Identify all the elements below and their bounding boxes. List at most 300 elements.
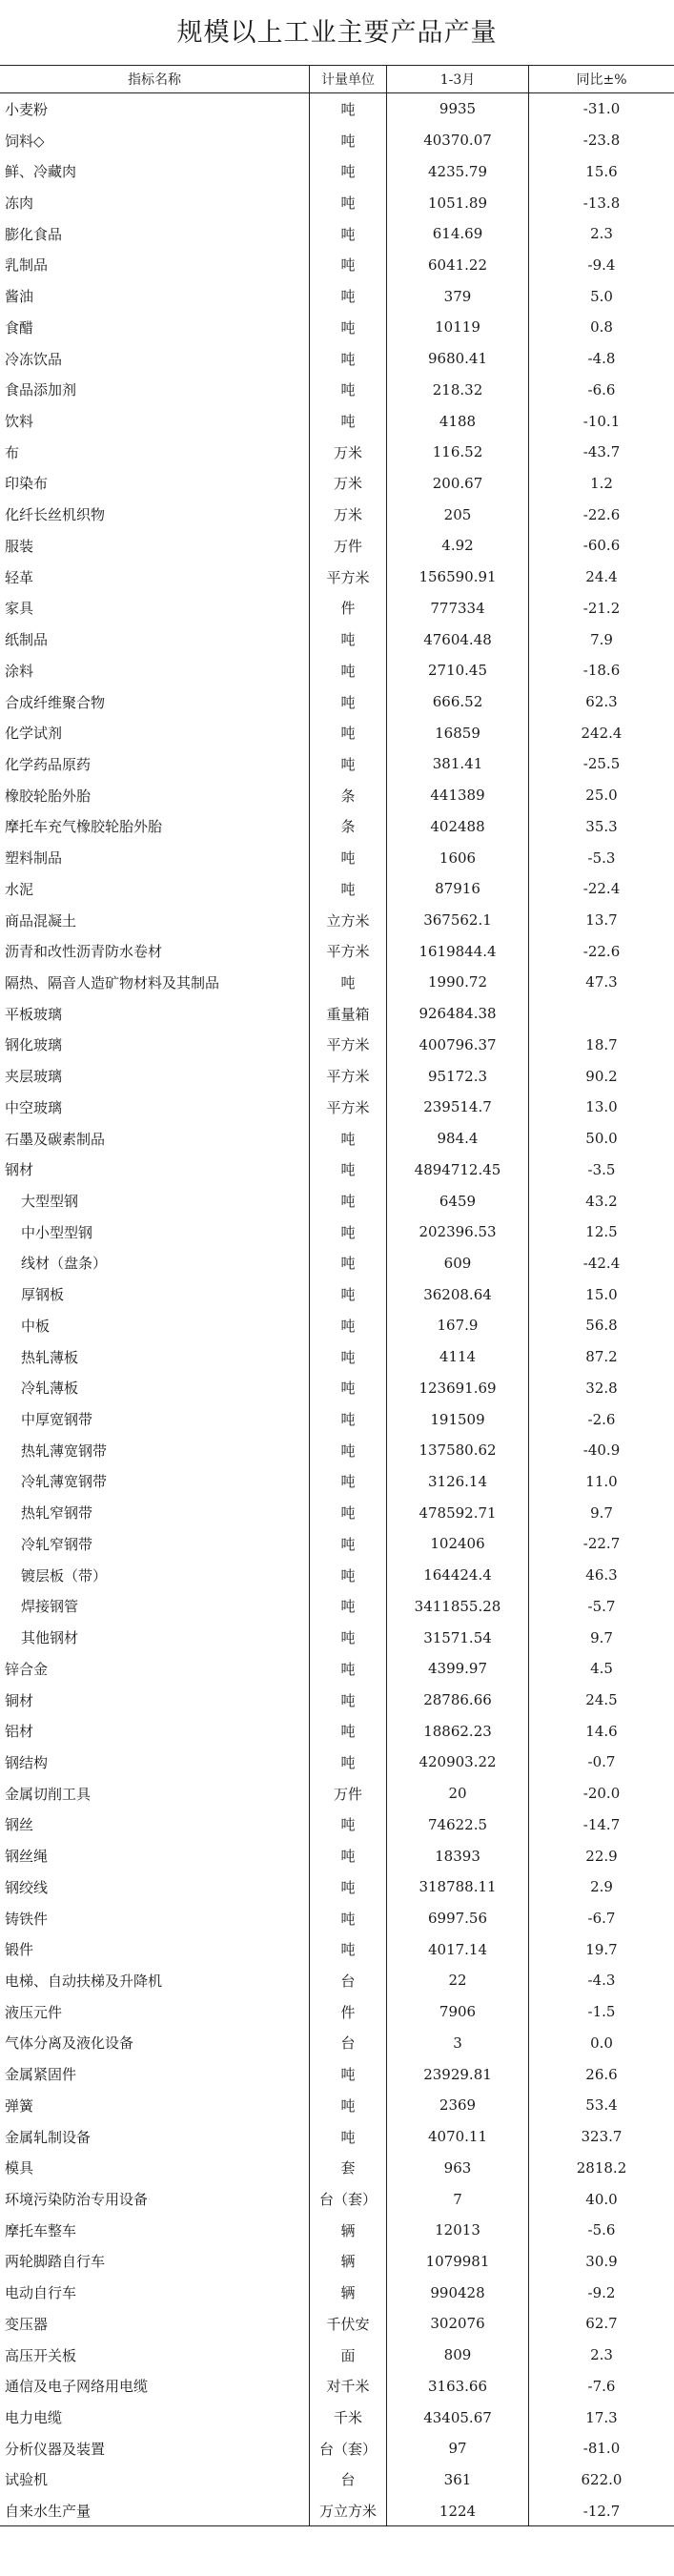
row-name: 铸铁件 <box>5 1910 49 1928</box>
table-bottom-rule <box>0 2525 674 2526</box>
row-unit: 吨 <box>309 1560 387 1591</box>
row-name: 液压元件 <box>5 2003 63 2021</box>
table-row <box>0 1871 674 1903</box>
header-unit: 计量单位 <box>309 66 387 92</box>
row-unit: 重量箱 <box>309 998 387 1030</box>
row-name: 纸制品 <box>5 631 49 649</box>
table-row <box>0 1466 674 1498</box>
row-yoy: 2.3 <box>590 225 613 243</box>
table-row <box>0 1497 674 1528</box>
row-yoy: -4.3 <box>587 1972 616 1990</box>
row-unit: 吨 <box>309 2121 387 2153</box>
row-unit: 吨 <box>309 1310 387 1341</box>
row-value: 123691.69 <box>387 1372 529 1403</box>
table-row <box>0 1965 674 1996</box>
row-yoy: -1.5 <box>587 2003 616 2021</box>
row-yoy: 0.0 <box>590 2034 613 2052</box>
row-name: 气体分离及液化设备 <box>5 2034 134 2053</box>
row-yoy: -9.2 <box>587 2283 616 2301</box>
table-row <box>0 405 674 437</box>
row-unit: 辆 <box>309 2277 387 2308</box>
row-value: 1606 <box>387 842 529 873</box>
table-row <box>0 1715 674 1747</box>
table-row <box>0 1278 674 1310</box>
row-unit: 辆 <box>309 2215 387 2246</box>
row-value: 9935 <box>387 93 529 125</box>
row-unit: 吨 <box>309 1653 387 1685</box>
row-value: 1224 <box>387 2495 529 2526</box>
row-name: 锻件 <box>5 1941 34 1959</box>
row-value: 102406 <box>387 1528 529 1560</box>
table-row <box>0 2464 674 2496</box>
row-unit: 吨 <box>309 1933 387 1965</box>
row-unit: 吨 <box>309 2058 387 2090</box>
header-yoy: 同比±% <box>576 72 627 88</box>
row-yoy: -25.5 <box>582 755 621 773</box>
row-value: 609 <box>387 1248 529 1279</box>
table-row <box>0 811 674 843</box>
row-value: 3411855.28 <box>387 1591 529 1623</box>
row-value: 4017.14 <box>387 1933 529 1965</box>
row-yoy: 17.3 <box>585 2408 618 2426</box>
row-yoy: -5.7 <box>587 1597 616 1615</box>
table-row <box>0 312 674 343</box>
row-unit: 吨 <box>309 343 387 375</box>
table-row <box>0 967 674 998</box>
row-unit: 吨 <box>309 374 387 405</box>
row-unit: 吨 <box>309 187 387 218</box>
row-unit: 吨 <box>309 1809 387 1841</box>
row-unit: 吨 <box>309 1185 387 1216</box>
row-unit: 吨 <box>309 1372 387 1403</box>
row-unit: 吨 <box>309 748 387 780</box>
table-row <box>0 1185 674 1216</box>
row-value: 990428 <box>387 2277 529 2308</box>
row-name: 厚钢板 <box>21 1286 65 1304</box>
table-row <box>0 905 674 936</box>
row-name: 热轧薄板 <box>21 1348 79 1366</box>
table-row <box>0 1030 674 1061</box>
row-value: 87916 <box>387 873 529 905</box>
row-name: 化纤长丝机织物 <box>5 506 106 524</box>
row-name: 钢化玻璃 <box>5 1036 63 1054</box>
table-row <box>0 1809 674 1841</box>
row-unit: 吨 <box>309 155 387 187</box>
row-unit: 吨 <box>309 1715 387 1747</box>
row-unit: 件 <box>309 593 387 624</box>
row-name: 中小型型钢 <box>21 1223 93 1241</box>
row-yoy: 50.0 <box>585 1130 618 1148</box>
row-unit: 件 <box>309 1996 387 2028</box>
row-unit: 吨 <box>309 1216 387 1248</box>
table-row <box>0 593 674 624</box>
row-name: 轻革 <box>5 568 34 586</box>
table-row <box>0 1560 674 1591</box>
row-yoy: -22.4 <box>582 880 621 898</box>
row-unit: 套 <box>309 2152 387 2183</box>
row-yoy: -5.3 <box>587 848 616 867</box>
row-value: 614.69 <box>387 218 529 250</box>
row-name: 食品添加剂 <box>5 381 77 399</box>
page-title: 规模以上工业主要产品产量 <box>176 18 498 48</box>
row-unit: 吨 <box>309 624 387 655</box>
row-value: 1051.89 <box>387 187 529 218</box>
table-row <box>0 1622 674 1653</box>
row-value: 22 <box>387 1965 529 1996</box>
row-unit: 万件 <box>309 1778 387 1809</box>
row-yoy: 18.7 <box>585 1035 618 1053</box>
row-name: 两轮脚踏自行车 <box>5 2253 106 2271</box>
table-row <box>0 2246 674 2278</box>
row-unit: 对千米 <box>309 2370 387 2402</box>
row-yoy: 19.7 <box>585 1940 618 1958</box>
row-yoy: -9.4 <box>587 256 616 274</box>
row-name: 钢丝 <box>5 1816 34 1834</box>
row-value: 809 <box>387 2340 529 2371</box>
table-row <box>0 2121 674 2153</box>
table-row <box>0 624 674 655</box>
row-yoy: 15.0 <box>585 1285 618 1303</box>
row-unit: 吨 <box>309 1341 387 1373</box>
row-value: 9680.41 <box>387 343 529 375</box>
row-value: 4894712.45 <box>387 1154 529 1185</box>
row-name: 焊接钢管 <box>21 1598 79 1616</box>
row-unit: 立方米 <box>309 905 387 936</box>
row-value: 31571.54 <box>387 1622 529 1653</box>
row-name: 摩托车充气橡胶轮胎外胎 <box>5 818 163 836</box>
row-unit: 吨 <box>309 218 387 250</box>
row-name: 家具 <box>5 600 34 618</box>
row-value: 4070.11 <box>387 2121 529 2153</box>
table-row <box>0 1747 674 1778</box>
row-unit: 吨 <box>309 93 387 125</box>
row-value: 40370.07 <box>387 125 529 156</box>
row-name: 中板 <box>21 1317 51 1335</box>
row-yoy: -43.7 <box>582 443 621 461</box>
row-yoy: -22.6 <box>582 505 621 523</box>
row-value: 36208.64 <box>387 1278 529 1310</box>
row-unit: 吨 <box>309 1903 387 1934</box>
row-yoy: -81.0 <box>582 2440 621 2458</box>
row-name: 电动自行车 <box>5 2284 77 2302</box>
table-row <box>0 1528 674 1560</box>
row-name: 印染布 <box>5 475 49 493</box>
row-yoy: -4.8 <box>587 350 616 368</box>
row-value: 402488 <box>387 811 529 843</box>
row-value: 379 <box>387 280 529 312</box>
row-yoy: 43.2 <box>585 1192 618 1210</box>
table-row <box>0 1216 674 1248</box>
row-unit: 面 <box>309 2340 387 2371</box>
row-name: 通信及电子网络用电缆 <box>5 2378 149 2396</box>
table-row <box>0 2058 674 2090</box>
row-yoy: 9.7 <box>590 1628 613 1646</box>
row-name: 金属轧制设备 <box>5 2128 92 2146</box>
table-row <box>0 2340 674 2371</box>
row-value: 4399.97 <box>387 1653 529 1685</box>
table-row <box>0 1123 674 1155</box>
row-value: 6459 <box>387 1185 529 1216</box>
row-yoy: -6.6 <box>587 380 616 399</box>
row-yoy: 90.2 <box>585 1067 618 1085</box>
row-yoy: 22.9 <box>585 1847 618 1865</box>
row-yoy: 2.3 <box>590 2346 613 2364</box>
row-value: 218.32 <box>387 374 529 405</box>
row-yoy: -18.6 <box>582 662 621 680</box>
row-name: 热轧窄钢带 <box>21 1504 93 1523</box>
row-value: 239514.7 <box>387 1092 529 1123</box>
row-unit: 吨 <box>309 1685 387 1716</box>
row-value: 2369 <box>387 2090 529 2121</box>
table-row <box>0 998 674 1030</box>
row-yoy: 5.0 <box>590 287 613 305</box>
table-row <box>0 2433 674 2464</box>
table-body <box>0 93 674 2526</box>
row-yoy: 323.7 <box>581 2128 623 2146</box>
row-name: 冷轧薄板 <box>21 1380 79 1398</box>
row-value: 1990.72 <box>387 967 529 998</box>
row-name: 酱油 <box>5 288 34 306</box>
row-name: 中空玻璃 <box>5 1098 63 1116</box>
table-row <box>0 2152 674 2183</box>
row-yoy: 62.7 <box>585 2315 618 2333</box>
row-name: 金属切削工具 <box>5 1785 92 1803</box>
row-value: 984.4 <box>387 1123 529 1155</box>
row-value: 441389 <box>387 780 529 811</box>
row-unit: 平方米 <box>309 562 387 593</box>
row-yoy: 13.7 <box>585 911 618 930</box>
row-unit: 吨 <box>309 686 387 718</box>
row-name: 模具 <box>5 2159 34 2177</box>
table-row <box>0 873 674 905</box>
table-row <box>0 1248 674 1279</box>
table-row <box>0 155 674 187</box>
row-name: 橡胶轮胎外胎 <box>5 787 92 805</box>
row-value: 116.52 <box>387 437 529 468</box>
row-yoy: 25.0 <box>585 787 618 805</box>
row-name: 试验机 <box>5 2471 49 2489</box>
row-value: 3163.66 <box>387 2370 529 2402</box>
row-unit: 吨 <box>309 655 387 686</box>
row-unit: 条 <box>309 811 387 843</box>
table-row <box>0 1685 674 1716</box>
table-row <box>0 562 674 593</box>
row-name: 自来水生产量 <box>5 2503 92 2521</box>
row-unit: 台（套） <box>309 2433 387 2464</box>
row-unit: 万米 <box>309 468 387 500</box>
row-yoy: 9.7 <box>590 1503 613 1522</box>
row-name: 热轧薄宽钢带 <box>21 1441 108 1460</box>
table-row <box>0 1372 674 1403</box>
row-yoy: -3.5 <box>587 1160 616 1178</box>
row-unit: 吨 <box>309 280 387 312</box>
row-name: 分析仪器及装置 <box>5 2440 106 2458</box>
row-yoy: 0.8 <box>590 318 613 337</box>
row-name: 服装 <box>5 537 34 555</box>
row-name: 变压器 <box>5 2315 49 2333</box>
table-row <box>0 499 674 530</box>
row-value: 3 <box>387 2028 529 2059</box>
row-name: 钢丝绳 <box>5 1848 49 1866</box>
row-unit: 万立方米 <box>309 2495 387 2526</box>
table-row <box>0 2495 674 2526</box>
row-unit: 万件 <box>309 530 387 562</box>
row-unit: 吨 <box>309 250 387 281</box>
row-name: 布 <box>5 443 20 461</box>
row-name: 合成纤维聚合物 <box>5 693 106 711</box>
row-yoy: -6.7 <box>587 1910 616 1928</box>
row-name: 环境污染防治专用设备 <box>5 2191 149 2209</box>
row-unit: 吨 <box>309 1466 387 1498</box>
table-row <box>0 2277 674 2308</box>
row-yoy: -14.7 <box>582 1815 621 1833</box>
row-name: 涂料 <box>5 662 34 680</box>
row-name: 商品混凝土 <box>5 911 77 930</box>
table-row <box>0 686 674 718</box>
row-value: 7906 <box>387 1996 529 2028</box>
row-yoy: 26.6 <box>585 2065 618 2083</box>
row-unit: 台 <box>309 2464 387 2496</box>
row-name: 铜材 <box>5 1691 34 1709</box>
row-value: 20 <box>387 1778 529 1809</box>
row-unit: 台（套） <box>309 2183 387 2215</box>
row-value: 47604.48 <box>387 624 529 655</box>
row-unit: 吨 <box>309 312 387 343</box>
row-yoy: 11.0 <box>585 1472 618 1490</box>
row-yoy: -10.1 <box>582 412 621 430</box>
table-row <box>0 780 674 811</box>
row-name: 钢材 <box>5 1161 34 1179</box>
row-yoy: -21.2 <box>582 599 621 617</box>
row-value: 361 <box>387 2464 529 2496</box>
table-row <box>0 187 674 218</box>
table-row <box>0 93 674 125</box>
row-yoy <box>529 998 674 1030</box>
table-row <box>0 1653 674 1685</box>
row-name: 钢绞线 <box>5 1878 49 1896</box>
row-yoy: 47.3 <box>585 973 618 992</box>
row-value: 963 <box>387 2152 529 2183</box>
row-name: 弹簧 <box>5 2096 34 2115</box>
table-row <box>0 717 674 748</box>
row-value: 12013 <box>387 2215 529 2246</box>
row-value: 420903.22 <box>387 1747 529 1778</box>
row-unit: 辆 <box>309 2246 387 2278</box>
row-yoy: -22.7 <box>582 1535 621 1553</box>
table-row <box>0 1403 674 1435</box>
row-yoy: 4.5 <box>590 1660 613 1678</box>
row-name: 冷冻饮品 <box>5 350 63 368</box>
row-unit: 平方米 <box>309 1030 387 1061</box>
table-row <box>0 2370 674 2402</box>
table-row <box>0 250 674 281</box>
row-yoy: -60.6 <box>582 537 621 555</box>
row-value: 137580.62 <box>387 1435 529 1466</box>
table-row <box>0 2028 674 2059</box>
row-yoy: 24.4 <box>585 568 618 586</box>
row-name: 石墨及碳素制品 <box>5 1130 106 1148</box>
row-value: 18862.23 <box>387 1715 529 1747</box>
row-yoy: 46.3 <box>585 1566 618 1584</box>
table-row <box>0 125 674 156</box>
table-row <box>0 1310 674 1341</box>
row-value: 97 <box>387 2433 529 2464</box>
row-yoy: -13.8 <box>582 194 621 212</box>
row-name: 高压开关板 <box>5 2346 77 2364</box>
row-yoy: 14.6 <box>585 1722 618 1740</box>
table-row <box>0 1435 674 1466</box>
row-value: 4114 <box>387 1341 529 1373</box>
table-row <box>0 218 674 250</box>
row-value: 205 <box>387 499 529 530</box>
row-unit: 吨 <box>309 1248 387 1279</box>
table-row <box>0 437 674 468</box>
row-value: 18393 <box>387 1840 529 1871</box>
row-unit: 吨 <box>309 1591 387 1623</box>
table-row <box>0 1591 674 1623</box>
row-name: 镀层板（带） <box>21 1566 108 1584</box>
row-name: 水泥 <box>5 880 34 898</box>
row-unit: 吨 <box>309 1747 387 1778</box>
row-name: 冻肉 <box>5 194 34 213</box>
row-value: 1619844.4 <box>387 935 529 967</box>
table-row <box>0 1778 674 1809</box>
row-name: 电梯、自动扶梯及升降机 <box>5 1972 163 1990</box>
row-value: 2710.45 <box>387 655 529 686</box>
row-value: 302076 <box>387 2308 529 2340</box>
row-value: 10119 <box>387 312 529 343</box>
table-row <box>0 374 674 405</box>
row-value: 400796.37 <box>387 1030 529 1061</box>
row-yoy: 13.0 <box>585 1098 618 1116</box>
row-name: 线材（盘条） <box>21 1255 108 1273</box>
row-value: 23929.81 <box>387 2058 529 2090</box>
row-value: 1079981 <box>387 2246 529 2278</box>
table-row <box>0 530 674 562</box>
row-value: 16859 <box>387 717 529 748</box>
row-yoy: -0.7 <box>587 1753 616 1771</box>
row-yoy: -5.6 <box>587 2221 616 2239</box>
row-name: 夹层玻璃 <box>5 1068 63 1086</box>
table-row <box>0 1903 674 1934</box>
table-row <box>0 1341 674 1373</box>
row-yoy: 622.0 <box>581 2470 623 2488</box>
row-value: 367562.1 <box>387 905 529 936</box>
row-unit: 吨 <box>309 967 387 998</box>
row-name: 鲜、冷藏肉 <box>5 163 77 181</box>
row-value: 4235.79 <box>387 155 529 187</box>
row-yoy: 24.5 <box>585 1691 618 1709</box>
header-name: 指标名称 <box>128 72 181 88</box>
row-value: 926484.38 <box>387 998 529 1030</box>
row-yoy: -31.0 <box>582 100 621 118</box>
table-row <box>0 842 674 873</box>
table-row <box>0 655 674 686</box>
row-yoy: 12.5 <box>585 1223 618 1241</box>
row-name: 摩托车整车 <box>5 2221 77 2239</box>
row-unit: 吨 <box>309 1278 387 1310</box>
row-name: 乳制品 <box>5 256 49 275</box>
row-name: 化学药品原药 <box>5 755 92 773</box>
row-unit: 吨 <box>309 1435 387 1466</box>
row-unit: 千米 <box>309 2402 387 2433</box>
row-yoy: -2.6 <box>587 1410 616 1428</box>
row-value: 156590.91 <box>387 562 529 593</box>
table-row <box>0 1996 674 2028</box>
table-row <box>0 1933 674 1965</box>
row-name: 钢结构 <box>5 1753 49 1771</box>
row-name: 塑料制品 <box>5 849 63 868</box>
